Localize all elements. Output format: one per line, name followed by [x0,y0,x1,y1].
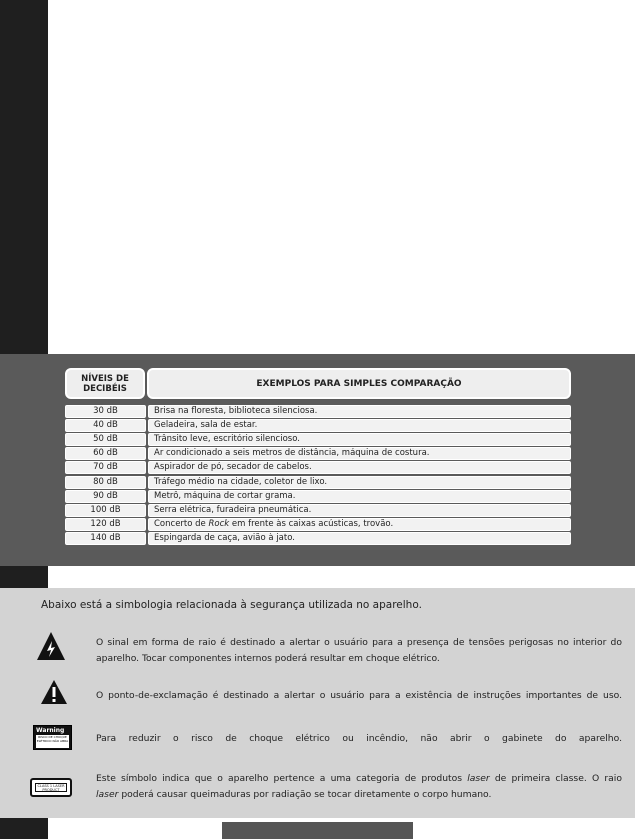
decibel-level-cell: 60 dB [65,447,146,460]
safety-intro-text: Abaixo está a simbologia relacionada à segurança utilizada no aparelho. [41,599,422,611]
warning-label-title: Warning [36,727,65,734]
laser-line1-pre: Este símbolo indica que o aparelho pertence a uma categoria de produtos [96,773,468,784]
decibel-level-cell: 70 dB [65,461,146,474]
laser-line1-post: de primeira classe. O raio [489,773,622,784]
exclamation-description: O ponto-de-exclamação é destinado a alertar o usuário para a existência de instruções importantes de uso. [96,690,622,701]
example-text-post: em frente às caixas acústicas, trovão. [229,518,394,529]
decibel-level-cell: 80 dB [65,476,146,489]
lightning-triangle-icon [36,631,66,661]
example-cell: Serra elétrica, furadeira pneumática. [148,504,571,517]
example-cell: Aspirador de pó, secador de cabelos. [148,461,571,474]
laser-line1-em: laser [467,773,490,784]
lightning-description-line-2: aparelho. Tocar componentes internos poderá resultar em choque elétrico. [96,653,440,664]
laser-description-line-1 [96,771,622,787]
header-decibel-levels: NÍVEIS DE DECIBÉIS [65,368,145,399]
decibel-level-cell: 100 dB [65,504,146,517]
example-cell: Tráfego médio na cidade, coletor de lixo. [148,476,571,489]
warning-label-icon [33,725,72,750]
laser-description-line-2 [96,787,622,803]
exclamation-triangle-icon [40,679,68,705]
table-row [65,419,571,432]
example-cell: Brisa na floresta, biblioteca silenciosa. [148,405,571,418]
table-row [65,405,571,418]
laser-label-fineprint: CLASS 1 LASER PRODUCT [35,783,67,792]
warning-label-fineprint: RISCO DE CHOQUE ELÉTRICO NÃO ABRA [36,735,69,748]
example-text-pre: Concerto de [154,518,209,529]
table-row [65,490,571,503]
example-cell: Geladeira, sala de estar. [148,419,571,432]
decibel-level-cell: 50 dB [65,433,146,446]
table-row [65,504,571,517]
lightning-description-line-1: O sinal em forma de raio é destinado a alertar o usuário para a presença de tensões perigosas no interior do [96,637,622,648]
table-row [65,433,571,446]
decibel-level-cell: 40 dB [65,419,146,432]
example-cell: Espingarda de caça, avião à jato. [148,532,571,545]
table-row [65,518,571,531]
left-edge-bar-top [0,0,48,354]
table-row [65,532,571,545]
example-cell: Ar condicionado a seis metros de distância, máquina de costura. [148,447,571,460]
laser-line2-em: laser [96,789,119,800]
example-cell: Metrô, máquina de cortar grama. [148,490,571,503]
example-cell: Trânsito leve, escritório silencioso. [148,433,571,446]
header-comparison-examples: EXEMPLOS PARA SIMPLES COMPARAÇÃO [147,368,571,399]
laser-line2-post: poderá causar queimaduras por radiação se tocar diretamente o corpo humano. [118,789,492,800]
decibel-level-cell: 140 dB [65,532,146,545]
table-row [65,447,571,460]
example-text-emphasis: Rock [208,518,230,529]
example-cell [148,518,571,531]
left-edge-bar-middle [0,566,48,588]
table-row [65,476,571,489]
footer-page-bar [222,822,413,839]
table-row [65,461,571,474]
decibel-level-cell: 120 dB [65,518,146,531]
left-edge-bar-bottom [0,818,48,839]
warning-description: Para reduzir o risco de choque elétrico ou incêndio, não abrir o gabinete do aparelho. [96,733,622,744]
decibel-level-cell: 30 dB [65,405,146,418]
laser-class-label-icon [30,778,72,797]
decibel-level-cell: 90 dB [65,490,146,503]
